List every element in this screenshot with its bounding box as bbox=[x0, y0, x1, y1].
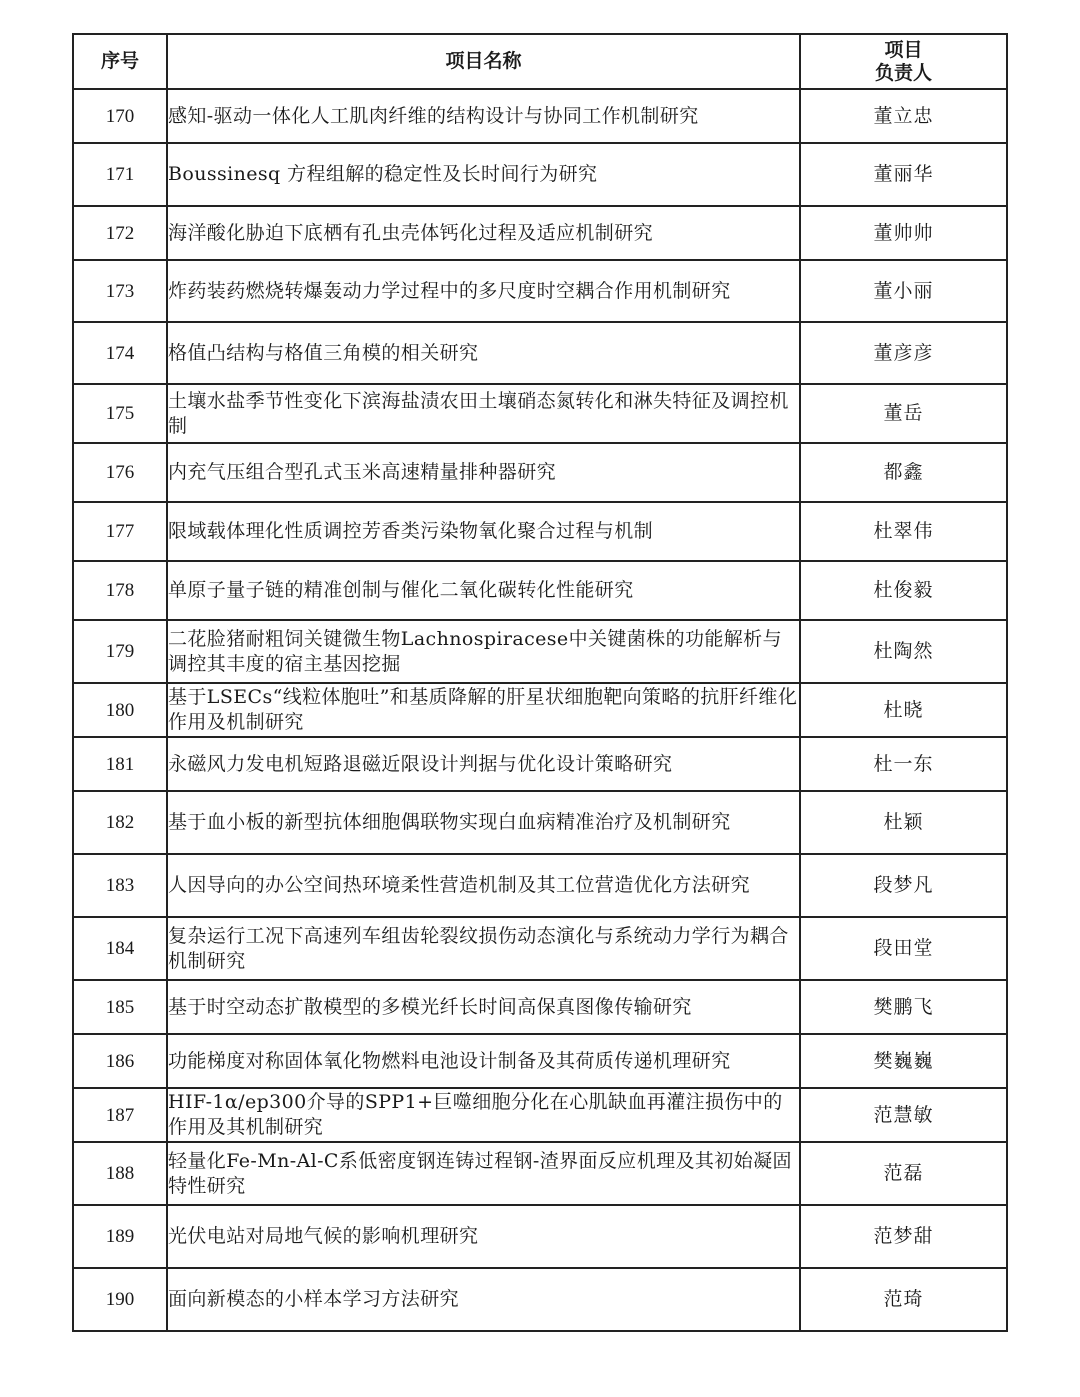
row-project-name: 海洋酸化胁迫下底栖有孔虫壳体钙化过程及适应机制研究 bbox=[167, 206, 800, 260]
row-index: 172 bbox=[73, 206, 167, 260]
row-index: 182 bbox=[73, 791, 167, 854]
row-project-lead: 都鑫 bbox=[800, 443, 1007, 502]
row-project-name: 二花脸猪耐粗饲关键微生物Lachnospiracese中关键菌株的功能解析与调控其丰度的宿主基因挖掘 bbox=[167, 620, 800, 683]
row-project-lead: 杜陶然 bbox=[800, 620, 1007, 683]
header-row bbox=[73, 34, 1007, 89]
row-project-lead: 杜翠伟 bbox=[800, 502, 1007, 561]
header-index: 序号 bbox=[73, 34, 167, 89]
table-row bbox=[73, 502, 1007, 561]
row-project-name: 光伏电站对局地气候的影响机理研究 bbox=[167, 1205, 800, 1268]
row-index: 190 bbox=[73, 1268, 167, 1331]
table-row bbox=[73, 561, 1007, 620]
row-project-name: 炸药装药燃烧转爆轰动力学过程中的多尺度时空耦合作用机制研究 bbox=[167, 260, 800, 322]
row-project-lead: 董立忠 bbox=[800, 89, 1007, 143]
table-row bbox=[73, 322, 1007, 384]
row-index: 185 bbox=[73, 980, 167, 1034]
row-project-name: HIF-1α/ep300介导的SPP1+巨噬细胞分化在心肌缺血再灌注损伤中的作用及其机制研究 bbox=[167, 1088, 800, 1142]
header-lead-line1: 项目 bbox=[884, 38, 923, 61]
table-row bbox=[73, 443, 1007, 502]
row-project-lead: 董小丽 bbox=[800, 260, 1007, 322]
row-project-lead: 范梦甜 bbox=[800, 1205, 1007, 1268]
table-row bbox=[73, 980, 1007, 1034]
row-project-name: 面向新模态的小样本学习方法研究 bbox=[167, 1268, 800, 1331]
row-index: 177 bbox=[73, 502, 167, 561]
header-lead-line2: 负责人 bbox=[874, 61, 932, 84]
row-project-name: 人因导向的办公空间热环境柔性营造机制及其工位营造优化方法研究 bbox=[167, 854, 800, 917]
table-row bbox=[73, 260, 1007, 322]
row-project-name: 内充气压组合型孔式玉米高速精量排种器研究 bbox=[167, 443, 800, 502]
row-index: 186 bbox=[73, 1034, 167, 1088]
row-index: 170 bbox=[73, 89, 167, 143]
row-project-lead: 杜颖 bbox=[800, 791, 1007, 854]
row-project-name: Boussinesq 方程组解的稳定性及长时间行为研究 bbox=[167, 143, 800, 206]
row-project-lead: 段田堂 bbox=[800, 917, 1007, 980]
row-index: 180 bbox=[73, 683, 167, 737]
row-project-name: 轻量化Fe-Mn-Al-C系低密度钢连铸过程钢-渣界面反应机理及其初始凝固特性研究 bbox=[167, 1142, 800, 1205]
row-index: 178 bbox=[73, 561, 167, 620]
row-project-lead: 董丽华 bbox=[800, 143, 1007, 206]
row-project-name: 单原子量子链的精准创制与催化二氧化碳转化性能研究 bbox=[167, 561, 800, 620]
row-index: 174 bbox=[73, 322, 167, 384]
row-project-lead: 杜俊毅 bbox=[800, 561, 1007, 620]
row-project-lead: 杜一东 bbox=[800, 737, 1007, 791]
table-row bbox=[73, 1034, 1007, 1088]
table-row bbox=[73, 854, 1007, 917]
row-index: 188 bbox=[73, 1142, 167, 1205]
table-row bbox=[73, 1205, 1007, 1268]
row-project-name: 功能梯度对称固体氧化物燃料电池设计制备及其荷质传递机理研究 bbox=[167, 1034, 800, 1088]
row-project-name: 基于血小板的新型抗体细胞偶联物实现白血病精准治疗及机制研究 bbox=[167, 791, 800, 854]
row-index: 175 bbox=[73, 384, 167, 443]
row-index: 173 bbox=[73, 260, 167, 322]
row-index: 171 bbox=[73, 143, 167, 206]
row-project-name: 复杂运行工况下高速列车组齿轮裂纹损伤动态演化与系统动力学行为耦合机制研究 bbox=[167, 917, 800, 980]
table-row bbox=[73, 143, 1007, 206]
table-row bbox=[73, 384, 1007, 443]
row-project-lead: 范慧敏 bbox=[800, 1088, 1007, 1142]
row-project-name: 格值凸结构与格值三角模的相关研究 bbox=[167, 322, 800, 384]
row-project-lead: 董帅帅 bbox=[800, 206, 1007, 260]
row-index: 181 bbox=[73, 737, 167, 791]
table-row bbox=[73, 1268, 1007, 1331]
row-project-name: 永磁风力发电机短路退磁近限设计判据与优化设计策略研究 bbox=[167, 737, 800, 791]
table-row bbox=[73, 737, 1007, 791]
row-project-name: 基于LSECs“线粒体胞吐”和基质降解的肝星状细胞靶向策略的抗肝纤维化作用及机制研究 bbox=[167, 683, 800, 737]
row-index: 179 bbox=[73, 620, 167, 683]
row-project-lead: 樊鹏飞 bbox=[800, 980, 1007, 1034]
header-project-lead bbox=[800, 34, 1007, 89]
table-row bbox=[73, 683, 1007, 737]
project-table bbox=[72, 33, 1008, 1332]
row-index: 187 bbox=[73, 1088, 167, 1142]
row-index: 184 bbox=[73, 917, 167, 980]
row-project-name: 感知-驱动一体化人工肌肉纤维的结构设计与协同工作机制研究 bbox=[167, 89, 800, 143]
row-project-lead: 范琦 bbox=[800, 1268, 1007, 1331]
table-row bbox=[73, 791, 1007, 854]
row-project-lead: 董岳 bbox=[800, 384, 1007, 443]
row-project-name: 土壤水盐季节性变化下滨海盐渍农田土壤硝态氮转化和淋失特征及调控机制 bbox=[167, 384, 800, 443]
row-project-lead: 段梦凡 bbox=[800, 854, 1007, 917]
table-row bbox=[73, 206, 1007, 260]
table-row bbox=[73, 1088, 1007, 1142]
header-project-name: 项目名称 bbox=[167, 34, 800, 89]
table-row bbox=[73, 917, 1007, 980]
table-row bbox=[73, 89, 1007, 143]
row-project-lead: 董彦彦 bbox=[800, 322, 1007, 384]
row-project-lead: 樊巍巍 bbox=[800, 1034, 1007, 1088]
table-row bbox=[73, 1142, 1007, 1205]
row-index: 176 bbox=[73, 443, 167, 502]
row-index: 189 bbox=[73, 1205, 167, 1268]
row-project-name: 基于时空动态扩散模型的多模光纤长时间高保真图像传输研究 bbox=[167, 980, 800, 1034]
row-project-name: 限域载体理化性质调控芳香类污染物氧化聚合过程与机制 bbox=[167, 502, 800, 561]
row-project-lead: 杜晓 bbox=[800, 683, 1007, 737]
row-index: 183 bbox=[73, 854, 167, 917]
row-project-lead: 范磊 bbox=[800, 1142, 1007, 1205]
table-row bbox=[73, 620, 1007, 683]
